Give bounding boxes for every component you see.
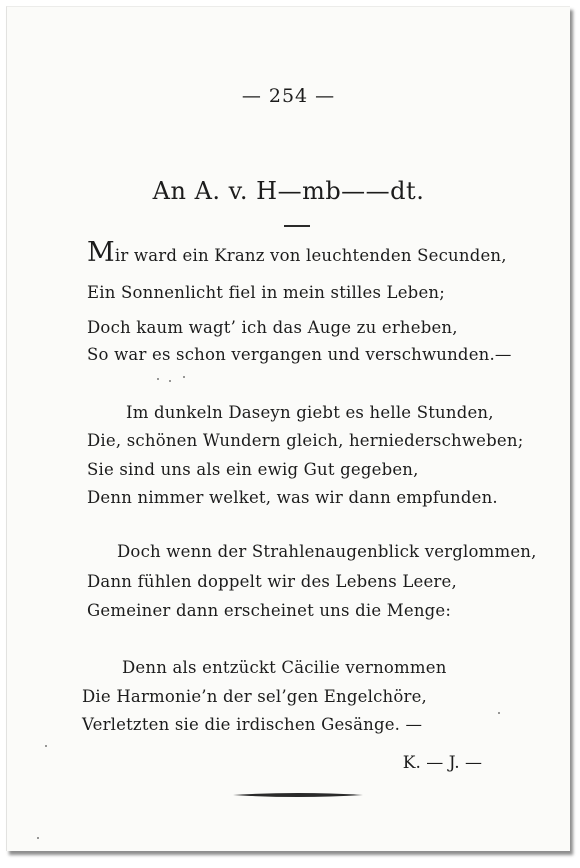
drop-initial: M [87,237,115,268]
poem-line: So war es schon vergangen und verschwunden.— [87,345,512,364]
poem-line: Dann fühlen doppelt wir des Lebens Leere, [87,572,457,591]
poem-line: Die, schönen Wundern gleich, herniederschweben; [87,431,524,450]
poem-line: Doch wenn der Strahlenaugenblick verglommen, [117,542,537,561]
title-rule [284,225,310,227]
poem-line: Denn nimmer welket, was wir dann empfunden. [87,488,498,507]
poem-line: Gemeiner dann erscheinet uns die Menge: [87,601,452,620]
scan-speck [183,376,185,378]
scan-speck [45,745,47,747]
poem-title: An A. v. H—mb——dt. [152,177,425,205]
book-page [6,6,570,851]
poem-line [87,237,507,268]
poem-line: Die Harmonie’n der sel’gen Engelchöre, [82,687,427,706]
line-text: ir ward ein Kranz von leuchtenden Secunden, [114,246,507,265]
poem-line: Im dunkeln Daseyn giebt es helle Stunden, [126,403,494,422]
scan-speck [37,837,39,839]
scan-speck [169,380,171,382]
poem-line: Denn als entzückt Cäcilie vernommen [122,658,447,677]
poem-line: Doch kaum wagt’ ich das Auge zu erheben, [87,318,458,337]
closing-ornament-rule [233,791,363,799]
scan-speck [157,378,159,380]
poem-line: Verletzten sie die irdischen Gesänge. — [82,715,423,734]
page-number: — 254 — [241,85,336,107]
poem-line: Ein Sonnenlicht fiel in mein stilles Leben; [87,283,445,302]
author-signature: K. — J. — [402,753,482,773]
scan-speck [498,712,500,714]
poem-line: Sie sind uns als ein ewig Gut gegeben, [87,460,419,479]
